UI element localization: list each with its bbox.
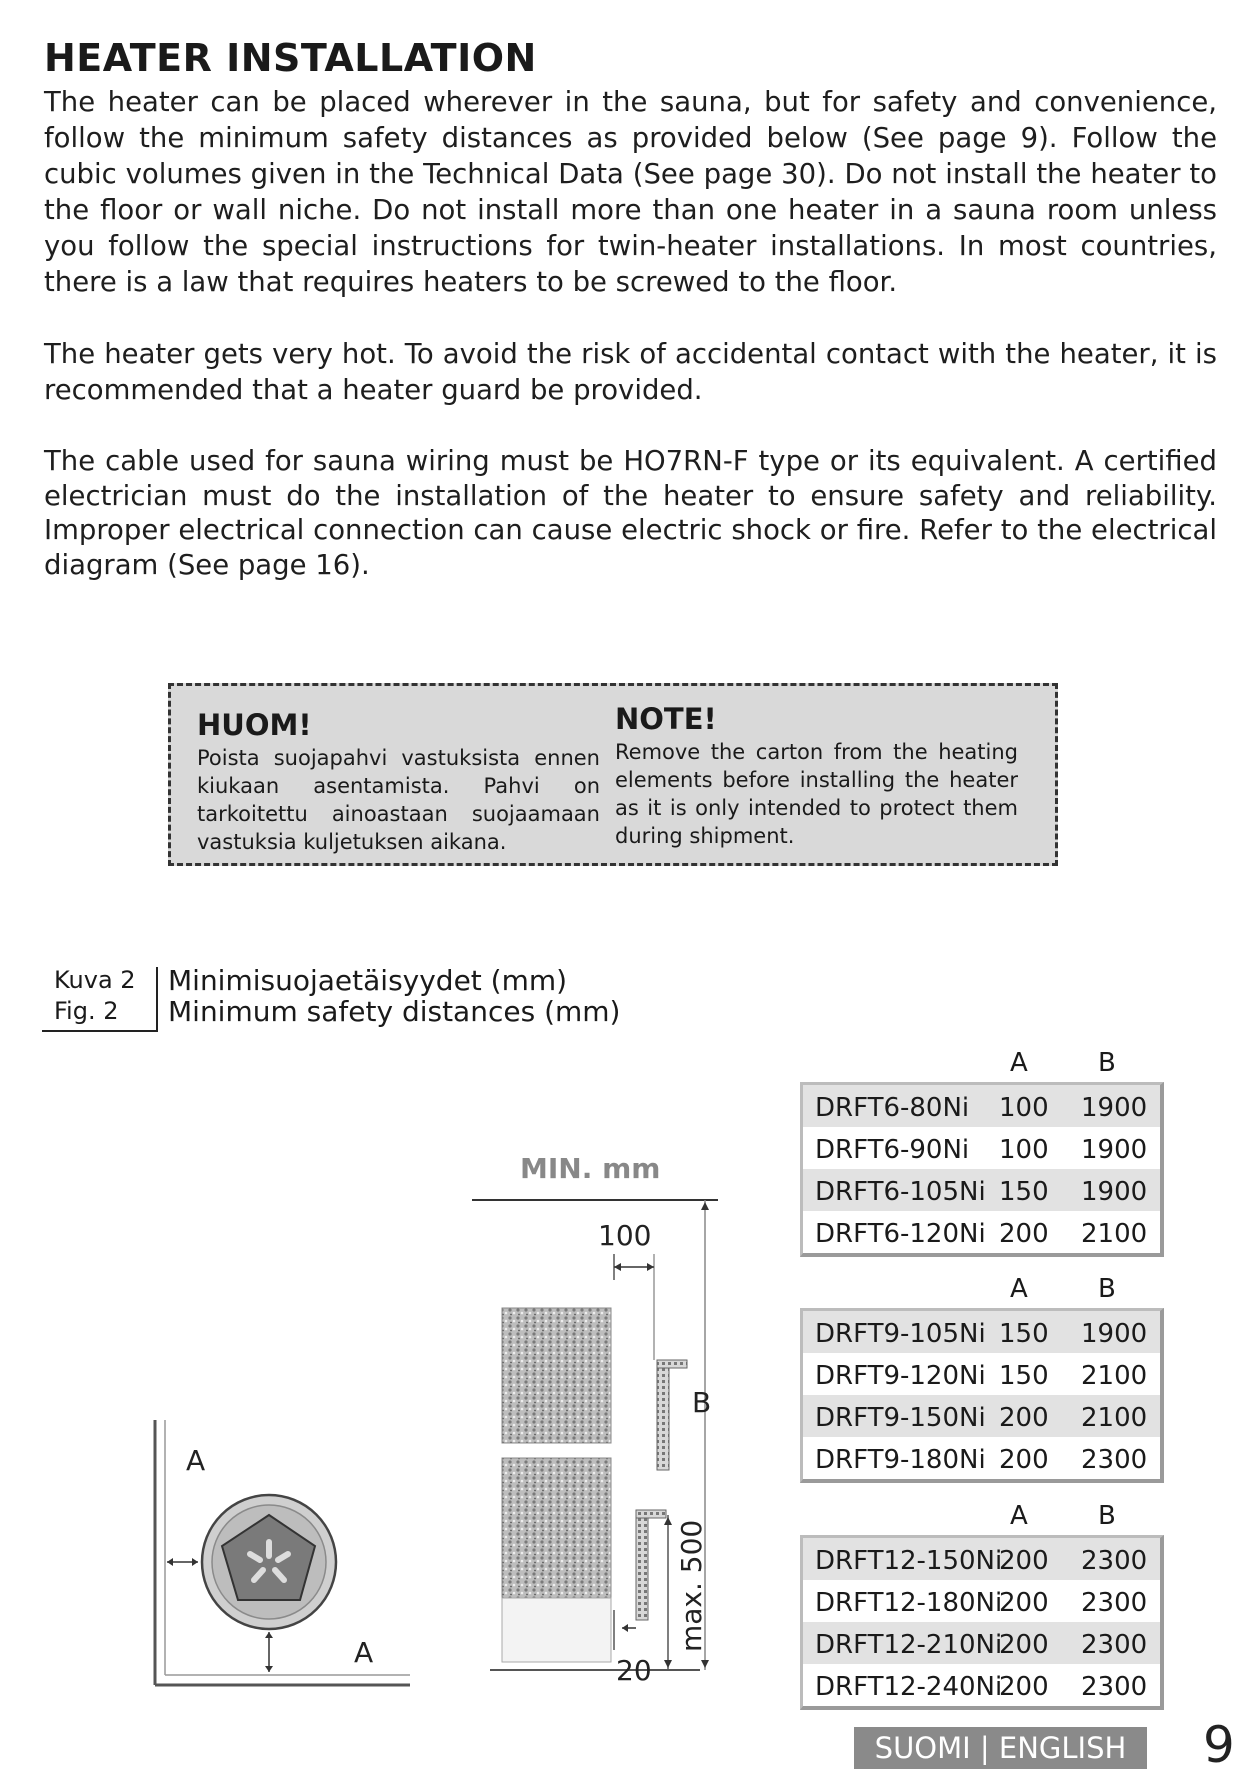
note-box [168, 683, 1058, 866]
col-header-b: B [1098, 1274, 1116, 1304]
top-gap-label: 100 [598, 1219, 652, 1252]
label-a-side: A [186, 1444, 206, 1477]
table-body [800, 1535, 1164, 1710]
model-cell: DRFT6-105Ni [815, 1177, 986, 1207]
note-finnish [197, 708, 600, 856]
note-finnish-heading: HUOM! [197, 708, 312, 742]
b-cell: 2100 [1081, 1403, 1148, 1433]
figure-title [168, 965, 620, 1027]
table-row [803, 1127, 1160, 1169]
b-cell: 2300 [1081, 1588, 1148, 1618]
b-cell: 2300 [1081, 1630, 1148, 1660]
note-english-text: Remove the carton from the heating elements before installing the heater as it is only intended to protect them during shipment. [615, 740, 1018, 848]
page-title: HEATER INSTALLATION [44, 36, 537, 80]
figure-label-en: Fig. 2 [54, 997, 119, 1025]
table-row [803, 1311, 1160, 1353]
table-row [803, 1664, 1160, 1706]
language-tag: SUOMI | ENGLISH [854, 1727, 1147, 1769]
figure-title-fi: Minimisuojaetäisyydet (mm) [168, 964, 568, 997]
b-cell: 2300 [1081, 1672, 1148, 1702]
safety-distance-diagram [140, 1140, 740, 1700]
a-cell: 150 [999, 1361, 1049, 1391]
b-cell: 1900 [1081, 1177, 1148, 1207]
model-cell: DRFT9-180Ni [815, 1445, 986, 1475]
table-header [800, 1272, 1164, 1308]
table-body [800, 1308, 1164, 1483]
bottom-gap-label: 20 [616, 1654, 652, 1687]
col-header-b: B [1098, 1501, 1116, 1531]
distance-table-drft9 [800, 1272, 1164, 1483]
table-row [803, 1353, 1160, 1395]
b-cell: 1900 [1081, 1319, 1148, 1349]
figure-label [54, 965, 136, 1027]
note-finnish-text: Poista suojapahvi vastuksista ennen kiukaan asentamista. Pahvi on tarkoitettu ainoastaan suojaamaan vastuksia kuljetuksen aikana. [197, 746, 600, 854]
a-cell: 200 [999, 1546, 1049, 1576]
label-b: B [692, 1386, 712, 1419]
a-cell: 200 [999, 1588, 1049, 1618]
page-number: 9 [1203, 1716, 1235, 1774]
b-cell: 2100 [1081, 1361, 1148, 1391]
a-cell: 150 [999, 1319, 1049, 1349]
a-cell: 200 [999, 1630, 1049, 1660]
model-cell: DRFT9-120Ni [815, 1361, 986, 1391]
b-cell: 1900 [1081, 1093, 1148, 1123]
note-english-heading: NOTE! [615, 702, 717, 736]
model-cell: DRFT12-240Ni [815, 1672, 1003, 1702]
b-cell: 2100 [1081, 1219, 1148, 1249]
paragraph-placement: The heater can be placed wherever in the sauna, but for safety and convenience, follow the minimum safety distances as provided below (See page 9). Follow the cubic volumes given in the Technical Data (See page 30). Do not install the heater to the floor or wall niche. Do not install more than one heater in a sauna room unless you follow the special instructions for twin-heater installations. In most countries, there is a law that requires heaters to be screwed to the floor. [44, 86, 1217, 298]
a-cell: 100 [999, 1135, 1049, 1165]
label-a-bottom: A [354, 1636, 374, 1669]
table-row [803, 1169, 1160, 1211]
table-row [803, 1538, 1160, 1580]
b-cell: 2300 [1081, 1445, 1148, 1475]
model-cell: DRFT9-105Ni [815, 1319, 986, 1349]
col-header-a: A [1010, 1274, 1028, 1304]
max-label: max. 500 [675, 1519, 708, 1652]
distance-table-drft12 [800, 1499, 1164, 1710]
table-row [803, 1622, 1160, 1664]
a-cell: 200 [999, 1445, 1049, 1475]
model-cell: DRFT12-210Ni [815, 1630, 1003, 1660]
b-cell: 2300 [1081, 1546, 1148, 1576]
a-cell: 200 [999, 1219, 1049, 1249]
model-cell: DRFT6-80Ni [815, 1093, 970, 1123]
b-cell: 1900 [1081, 1135, 1148, 1165]
table-header [800, 1499, 1164, 1535]
table-row [803, 1580, 1160, 1622]
table-header [800, 1046, 1164, 1082]
table-row [803, 1211, 1160, 1253]
paragraph-heater-guard: The heater gets very hot. To avoid the risk of accidental contact with the heater, it is recommended that a heater guard be provided. [44, 338, 1217, 406]
distance-table-drft6 [800, 1046, 1164, 1257]
note-english [615, 702, 1018, 850]
table-row [803, 1395, 1160, 1437]
col-header-a: A [1010, 1501, 1028, 1531]
table-body [800, 1082, 1164, 1257]
model-cell: DRFT12-180Ni [815, 1588, 1003, 1618]
figure-label-fi: Kuva 2 [54, 966, 136, 994]
model-cell: DRFT6-90Ni [815, 1135, 970, 1165]
a-cell: 200 [999, 1403, 1049, 1433]
col-header-a: A [1010, 1048, 1028, 1078]
col-header-b: B [1098, 1048, 1116, 1078]
model-cell: DRFT6-120Ni [815, 1219, 986, 1249]
model-cell: DRFT9-150Ni [815, 1403, 986, 1433]
table-row [803, 1437, 1160, 1479]
a-cell: 200 [999, 1672, 1049, 1702]
a-cell: 150 [999, 1177, 1049, 1207]
figure-title-en: Minimum safety distances (mm) [168, 995, 621, 1028]
min-mm-label: MIN. mm [520, 1152, 661, 1185]
model-cell: DRFT12-150Ni [815, 1546, 1003, 1576]
paragraph-wiring: The cable used for sauna wiring must be HO7RN-F type or its equivalent. A certified electrician must do the installation of the heater to ensure safety and reliability. Improper electrical connection can cause electric shock or fire. Refer to the electrical diagram (See page 16). [44, 445, 1217, 581]
a-cell: 100 [999, 1093, 1049, 1123]
table-row [803, 1085, 1160, 1127]
